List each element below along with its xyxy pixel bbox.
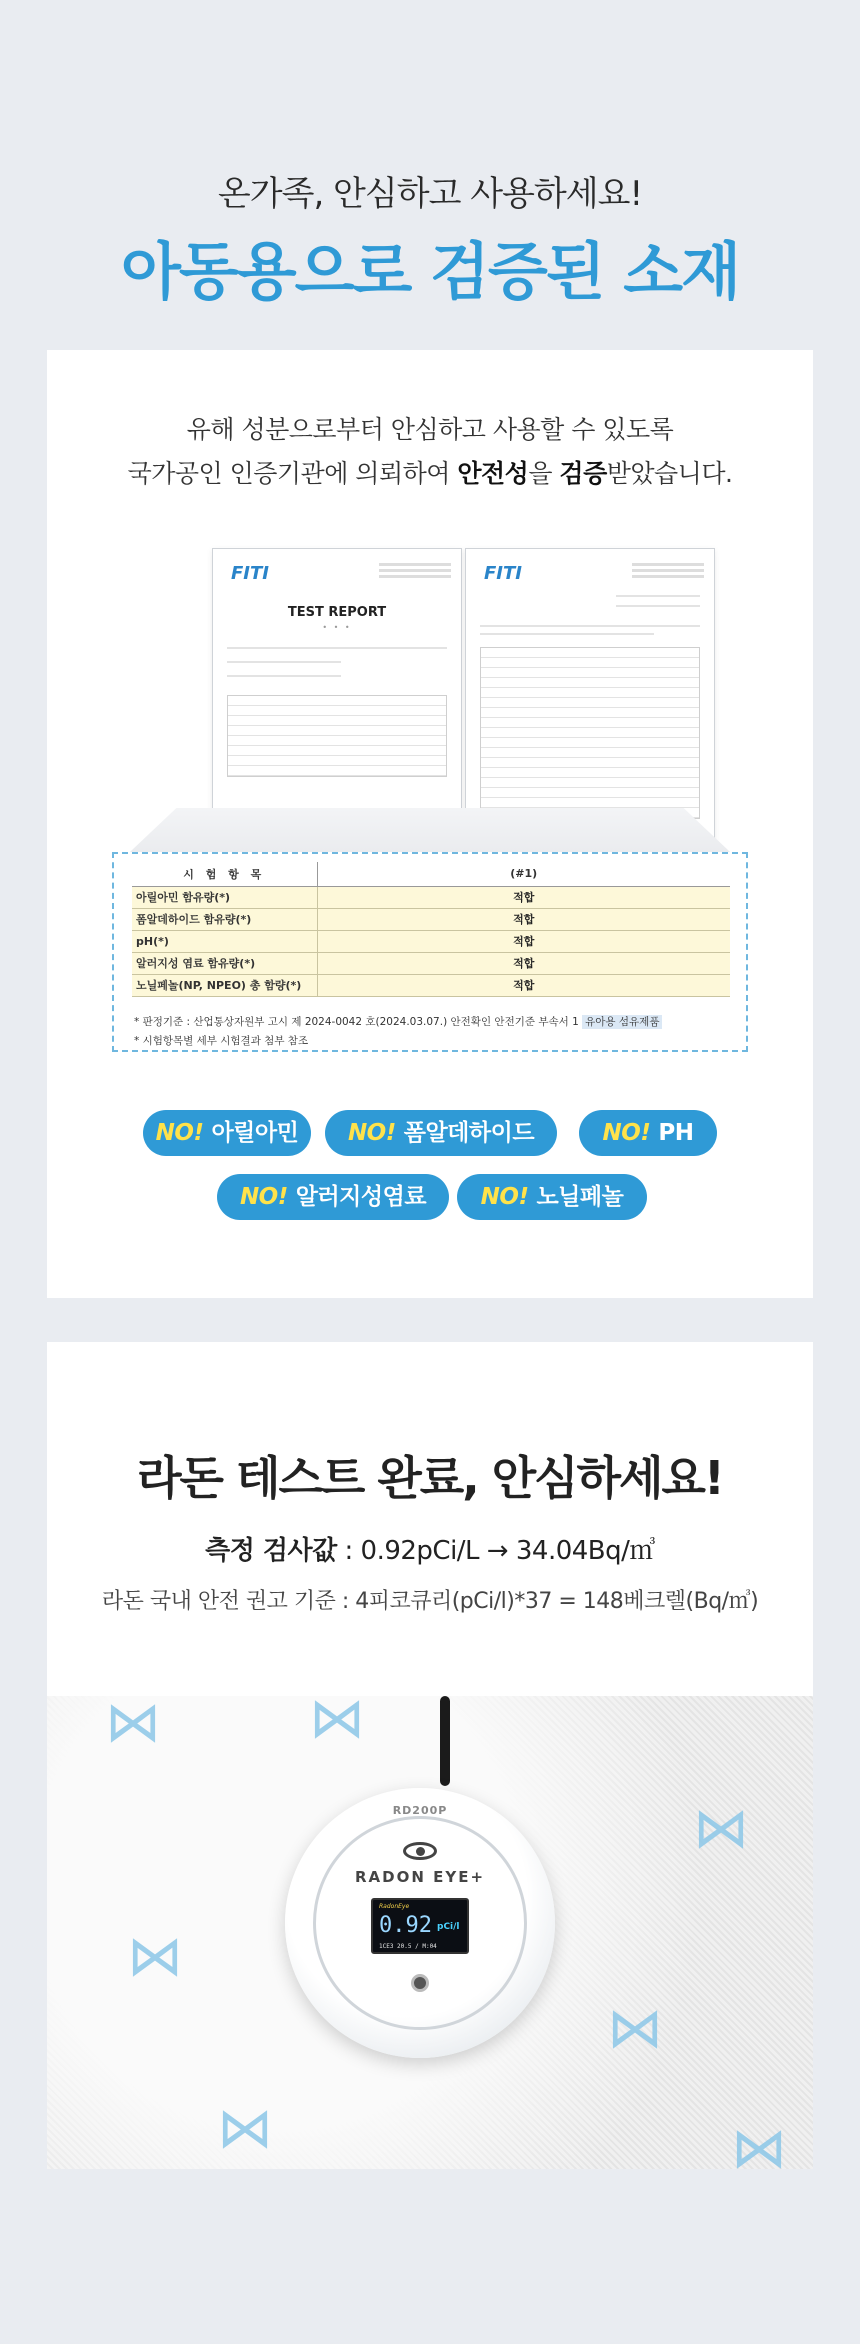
safety-line-2-text: 국가공인 인증기관에 의뢰하여 bbox=[127, 459, 458, 488]
eye-icon bbox=[403, 1842, 437, 1860]
report-logo-2: FITI bbox=[484, 563, 522, 584]
test-result-summary bbox=[112, 852, 748, 1052]
safety-line-2 bbox=[47, 452, 813, 496]
safety-description bbox=[47, 408, 813, 496]
safety-line-1: 유해 성분으로부터 안심하고 사용할 수 있도록 bbox=[186, 415, 674, 444]
result-item: pH(*) bbox=[132, 930, 317, 952]
report-title: TEST REPORT bbox=[287, 605, 387, 620]
result-item: 알러지성 염료 함유량(*) bbox=[132, 952, 317, 974]
safety-line-2-mid: 을 bbox=[528, 459, 560, 488]
screen-unit: pCi/l bbox=[437, 1922, 460, 1932]
result-note-attachment: * 시험항목별 세부 시험결과 첨부 참조 bbox=[134, 1035, 309, 1047]
badge-no: NO! bbox=[155, 1120, 204, 1146]
bow-pattern-icon: ⋈ bbox=[693, 1796, 749, 1861]
test-result-table bbox=[132, 862, 730, 997]
safety-bold-stability: 안전성 bbox=[457, 459, 529, 488]
report-header-lines-2 bbox=[632, 563, 704, 581]
result-table-header bbox=[132, 862, 730, 886]
safety-bold-verify: 검증 bbox=[559, 459, 607, 488]
badge-no: NO! bbox=[480, 1184, 529, 1210]
badge-no: NO! bbox=[239, 1184, 288, 1210]
radon-measure-label: 측정 검사값 bbox=[205, 1536, 337, 1566]
bow-pattern-icon: ⋈ bbox=[127, 1924, 183, 1989]
result-note-criteria-text: * 판정기준 : 산업통상자원부 고시 제 2024-0042 호(2024.03.07.) 안전확인 안전기준 부속서 1 bbox=[134, 1016, 583, 1028]
result-note-highlight: 유아용 섬유제품 bbox=[582, 1015, 662, 1029]
radon-standard: 라돈 국내 안전 권고 기준 : 4피코큐리(pCi/l)*37 = 148베크렐(Bq/㎥) bbox=[101, 1589, 759, 1614]
bow-pattern-icon: ⋈ bbox=[607, 1996, 663, 2061]
badge-label: 아릴아민 bbox=[211, 1120, 299, 1146]
table-row bbox=[132, 952, 730, 974]
power-cable bbox=[440, 1696, 450, 1786]
result-header-result: (#1) bbox=[317, 862, 730, 886]
table-row bbox=[132, 974, 730, 996]
device-model: RD200P bbox=[392, 1804, 448, 1817]
result-header-item: 시 험 항 목 bbox=[132, 862, 317, 886]
radon-measurement bbox=[47, 1530, 813, 1567]
badge-formaldehyde bbox=[325, 1110, 557, 1156]
device-screen bbox=[371, 1898, 469, 1954]
result-item: 노닐페놀(NP, NPEO) 총 함량(*) bbox=[132, 974, 317, 996]
result-note-criteria bbox=[134, 1014, 662, 1029]
radon-card bbox=[47, 1342, 813, 2169]
test-report-page-2 bbox=[465, 548, 715, 848]
hero-subtitle: 온가족, 안심하고 사용하세요! bbox=[217, 174, 643, 214]
radon-device-photo bbox=[47, 1696, 813, 2169]
badge-no: NO! bbox=[347, 1120, 396, 1146]
badge-nonylphenol bbox=[457, 1174, 647, 1220]
badge-label: PH bbox=[658, 1120, 694, 1146]
badge-label: 노닐페놀 bbox=[536, 1184, 624, 1210]
radon-title: 라돈 테스트 완료, 안심하세요! bbox=[137, 1451, 723, 1505]
table-row bbox=[132, 886, 730, 908]
bow-pattern-icon: ⋈ bbox=[309, 1696, 365, 1751]
hero-title: 아동용으로 검증된 소재 bbox=[120, 235, 740, 308]
device-button bbox=[411, 1974, 429, 1992]
result-value: 적합 bbox=[317, 952, 730, 974]
result-value: 적합 bbox=[317, 908, 730, 930]
badge-label: 폼알데하이드 bbox=[403, 1120, 535, 1146]
result-value: 적합 bbox=[317, 930, 730, 952]
result-value: 적합 bbox=[317, 974, 730, 996]
result-value: 적합 bbox=[317, 886, 730, 908]
bow-pattern-icon: ⋈ bbox=[217, 2096, 273, 2161]
radon-measure-value: : 0.92pCi/L → 34.04Bq/㎥ bbox=[336, 1536, 655, 1566]
screen-reading: 0.92 bbox=[379, 1913, 432, 1938]
bow-pattern-icon: ⋈ bbox=[731, 2116, 787, 2169]
result-item: 아릴아민 함유량(*) bbox=[132, 886, 317, 908]
bow-pattern-icon: ⋈ bbox=[105, 1696, 161, 1755]
result-item: 폼알데하이드 함유량(*) bbox=[132, 908, 317, 930]
safety-line-2-end: 받았습니다. bbox=[606, 459, 733, 488]
safety-card bbox=[47, 350, 813, 1298]
badge-no: NO! bbox=[602, 1120, 651, 1146]
report-logo: FITI bbox=[231, 563, 269, 584]
test-report-page-1 bbox=[212, 548, 462, 848]
table-row bbox=[132, 908, 730, 930]
report-dots: • • • bbox=[322, 623, 352, 632]
device-brand: RADON EYE+ bbox=[354, 1868, 486, 1886]
badge-arylamine bbox=[143, 1110, 311, 1156]
report-header-lines bbox=[379, 563, 451, 581]
report-info-grid bbox=[227, 695, 447, 777]
report-result-grid bbox=[480, 647, 700, 819]
radon-detector bbox=[285, 1788, 555, 2058]
screen-brand: RadonEye bbox=[379, 1903, 410, 1910]
badge-allergenic-dye bbox=[217, 1174, 449, 1220]
badge-ph bbox=[579, 1110, 717, 1156]
badge-label: 알러지성염료 bbox=[295, 1184, 427, 1210]
screen-status: 1CE3 20.5 / M:04 bbox=[379, 1943, 437, 1950]
table-row bbox=[132, 930, 730, 952]
